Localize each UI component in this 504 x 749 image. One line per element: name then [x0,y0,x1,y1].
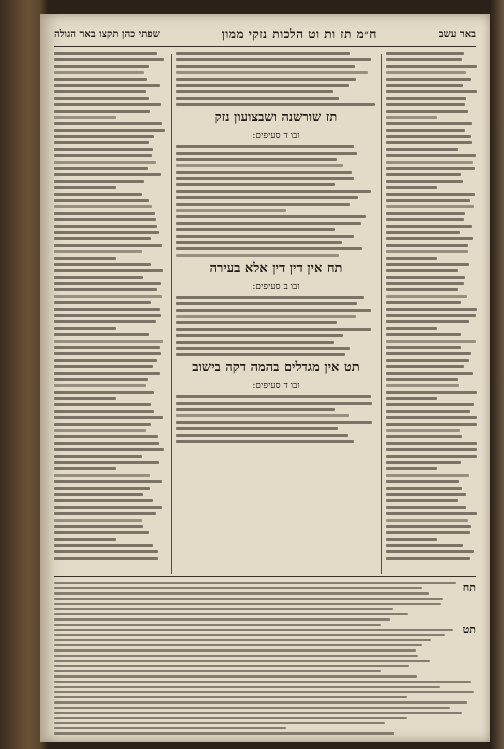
text-line [54,180,144,183]
text-line [176,209,286,212]
text-line [386,282,464,285]
text-line [176,328,371,331]
text-line [386,173,461,176]
text-line [54,732,394,734]
text-line [176,296,364,299]
text-line [386,244,468,247]
text-line [54,308,160,311]
text-line [386,103,465,106]
text-line [176,341,334,344]
text-line [386,448,477,451]
text-line [386,480,459,483]
text-line [386,308,477,311]
text-line [54,506,162,509]
text-line [176,58,371,61]
footnote-block-2 [54,624,459,676]
text-line [386,544,463,547]
text-line [386,506,466,509]
text-line [54,340,163,343]
text-line [54,686,440,688]
text-line [54,608,393,610]
text-line [54,592,429,594]
text-line [176,145,354,148]
text-line [386,531,470,534]
text-line [386,154,476,157]
text-line [54,675,417,677]
text-line [386,276,465,279]
text-line [386,550,474,553]
text-line [386,58,462,61]
text-line [54,550,158,553]
text-line [386,288,458,291]
text-line [176,97,339,100]
left-commentary-column [54,52,166,572]
text-line [54,649,416,651]
text-line [54,161,156,164]
text-line [54,624,381,626]
text-line [54,352,161,355]
text-line [54,154,152,157]
text-line [386,410,470,413]
text-line [386,65,477,68]
text-line [54,378,148,381]
text-line [386,52,464,55]
footnote-block-1 [54,582,459,624]
text-line [54,110,150,113]
text-line [176,190,371,193]
header-left-group [54,29,160,40]
text-line [176,347,350,350]
text-line [176,78,356,81]
text-line [54,288,157,291]
main-text-block-4 [176,395,376,443]
text-line [386,538,437,541]
text-line [54,193,142,196]
column-divider-right [381,54,382,574]
text-line [54,681,471,683]
text-line [386,384,459,387]
text-line [54,186,116,189]
text-line [176,315,356,318]
header-right: באר עשב [438,28,476,40]
text-line [386,333,461,336]
text-line [54,372,160,375]
section-sub-3: ובו ד סעיפים: [252,381,300,392]
text-line [176,90,333,93]
text-line [54,691,474,693]
text-line [54,696,407,698]
text-line [176,103,375,106]
right-commentary-column [386,52,478,572]
text-line [54,531,149,534]
text-line [386,467,437,470]
text-line [176,395,371,398]
text-line [176,302,357,305]
text-line [386,372,473,375]
text-line [386,116,437,119]
header-title: ח״מ תז ות וט הלכות נזקי ממון [221,26,377,41]
text-line [54,327,116,330]
text-line [176,402,372,405]
text-line [54,218,156,221]
text-line [176,353,345,356]
text-line [54,103,161,106]
text-line [176,235,354,238]
text-line [54,314,161,317]
text-line [386,429,460,432]
text-line [176,203,350,206]
text-line [54,58,164,61]
footnote-mark-1: תח [462,582,476,594]
text-line [54,587,422,589]
text-line [54,467,116,470]
text-line [386,186,437,189]
text-line [54,65,149,68]
book-page [40,14,490,742]
text-line [386,314,476,317]
text-line [54,403,151,406]
text-line [386,90,477,93]
text-line [386,225,472,228]
footnote-row-1 [54,582,476,624]
text-line [176,440,354,443]
text-line [54,582,456,584]
text-line [54,442,159,445]
text-line [54,199,149,202]
text-line [386,161,473,164]
text-line [54,525,143,528]
text-line [176,321,337,324]
section-heading-3 [176,360,376,376]
section-heading-1 [176,110,376,126]
text-line [386,442,477,445]
text-line [386,365,464,368]
footnote-mark-2: תט [462,622,476,636]
text-line [54,461,159,464]
header-left-page: תקצו [99,28,119,40]
text-line [386,346,461,349]
text-line [54,487,150,490]
footnote-block-3 [54,675,476,736]
text-line [386,250,468,253]
text-line [54,416,163,419]
text-line [386,84,463,87]
text-line [386,455,477,458]
text-line [54,613,408,615]
text-line [54,435,158,438]
text-line [386,512,477,515]
text-line [386,403,474,406]
text-line [386,461,461,464]
text-line [386,352,471,355]
header-far-left: באר הגולה [54,28,96,40]
text-line [54,722,385,724]
text-line [176,241,342,244]
text-line [54,557,158,560]
text-line [54,346,160,349]
text-line [386,301,461,304]
text-line [54,263,151,266]
text-line [54,712,462,714]
text-line [386,391,477,394]
text-line [386,340,476,343]
text-line [54,603,441,605]
text-line [54,359,157,362]
text-line [386,499,458,502]
text-line [54,701,467,703]
text-line [54,333,149,336]
text-line [54,257,116,260]
text-line [54,97,149,100]
text-line [54,116,116,119]
text-line [386,110,468,113]
header-left-title: שפתי כהן [121,28,160,40]
text-line [386,237,473,240]
text-line [54,410,154,413]
text-line [386,263,469,266]
text-line [176,434,348,437]
header-rule [54,46,476,47]
text-line [54,727,286,729]
text-line [54,670,381,672]
text-line [176,334,343,337]
text-line [176,65,355,68]
text-line [386,212,465,215]
text-line [54,634,445,636]
text-line [54,295,162,298]
text-line [54,141,149,144]
text-line [54,231,159,234]
text-line [386,295,467,298]
text-line [386,71,466,74]
text-line [54,282,161,285]
text-line [176,183,335,186]
text-line [386,167,475,170]
section-heading-2 [176,261,376,277]
text-line [176,215,366,218]
text-line [386,397,437,400]
section-heading-2-text: תח אין דין דין אלא בעירה [209,260,343,276]
text-line [386,205,474,208]
text-line [176,421,372,424]
text-line [176,247,362,250]
text-line [176,254,339,257]
text-line [386,320,469,323]
text-line [54,237,151,240]
text-line [54,52,157,55]
text-line [386,378,458,381]
text-line [386,148,458,151]
text-line [176,196,358,199]
text-line [54,480,162,483]
text-line [176,408,335,411]
text-line [54,301,151,304]
text-line [54,499,153,502]
running-header [54,24,476,44]
text-line [176,152,357,155]
text-line [54,448,164,451]
text-line [54,276,143,279]
text-line [176,158,337,161]
text-line [54,512,156,515]
text-line [386,519,468,522]
text-line [54,519,142,522]
text-line [54,429,146,432]
text-line [54,225,157,228]
text-line [386,231,460,234]
text-line [386,423,477,426]
text-line [386,493,466,496]
text-line [176,164,343,167]
text-line [386,435,462,438]
text-line [386,474,469,477]
section-sub-1: ובו ד סעיפים: [252,131,300,142]
main-text-block-1 [176,52,376,106]
text-line [54,90,146,93]
text-line [176,171,352,174]
text-line [176,222,361,225]
text-line [386,525,471,528]
text-line [54,78,147,81]
text-line [54,717,407,719]
text-line [386,487,462,490]
text-line [386,257,437,260]
footnote-area [54,582,476,736]
text-line [54,655,418,657]
text-line [386,122,472,125]
text-line [54,391,154,394]
text-line [176,52,350,55]
footnote-rule [54,576,476,577]
text-line [386,557,470,560]
text-line [54,618,390,620]
text-line [176,427,338,430]
section-sub-2: ובו ב סעיפים: [252,281,300,292]
text-line [54,493,143,496]
text-line [386,218,464,221]
text-line [176,84,349,87]
text-line [386,135,471,138]
footnote-row-2 [54,624,476,676]
text-line [54,544,153,547]
text-line [54,384,146,387]
text-line [54,129,165,132]
text-line [54,474,150,477]
text-line [386,129,465,132]
text-line [54,598,443,600]
text-line [54,269,163,272]
text-line [54,639,431,641]
text-line [54,122,162,125]
text-line [54,397,116,400]
main-text-block-3 [176,296,376,357]
text-line [386,97,466,100]
text-line [54,320,156,323]
text-line [54,423,151,426]
main-text-block-2 [176,145,376,257]
text-line [386,141,472,144]
text-line [54,135,154,138]
text-line [386,359,469,362]
text-line [54,660,430,662]
text-line [54,148,153,151]
text-line [54,173,161,176]
text-line [386,180,463,183]
text-line [54,629,453,631]
text-line [54,644,422,646]
text-line [54,365,153,368]
section-heading-1-text: תז שורשנה ושבצועון נזק [214,110,338,126]
text-line [54,84,160,87]
text-line [54,250,142,253]
text-line [176,414,349,417]
text-line [54,244,162,247]
text-line [176,71,368,74]
text-line [54,707,450,709]
main-text-column [176,52,376,572]
text-line [54,665,409,667]
text-line [54,538,116,541]
text-line [386,199,470,202]
text-line [386,78,471,81]
page-edge [490,0,504,749]
section-heading-3-text: תט אין מגדלים בהמה דקה בישוב [192,360,360,376]
text-line [386,193,475,196]
text-line [176,309,371,312]
text-line [386,416,477,419]
text-line [386,327,437,330]
text-line [54,455,142,458]
text-line [54,205,152,208]
text-line [386,269,458,272]
text-line [54,167,148,170]
text-line [176,228,335,231]
text-line [54,71,144,74]
text-line [54,212,155,215]
text-line [176,177,354,180]
column-divider-left [171,54,172,574]
